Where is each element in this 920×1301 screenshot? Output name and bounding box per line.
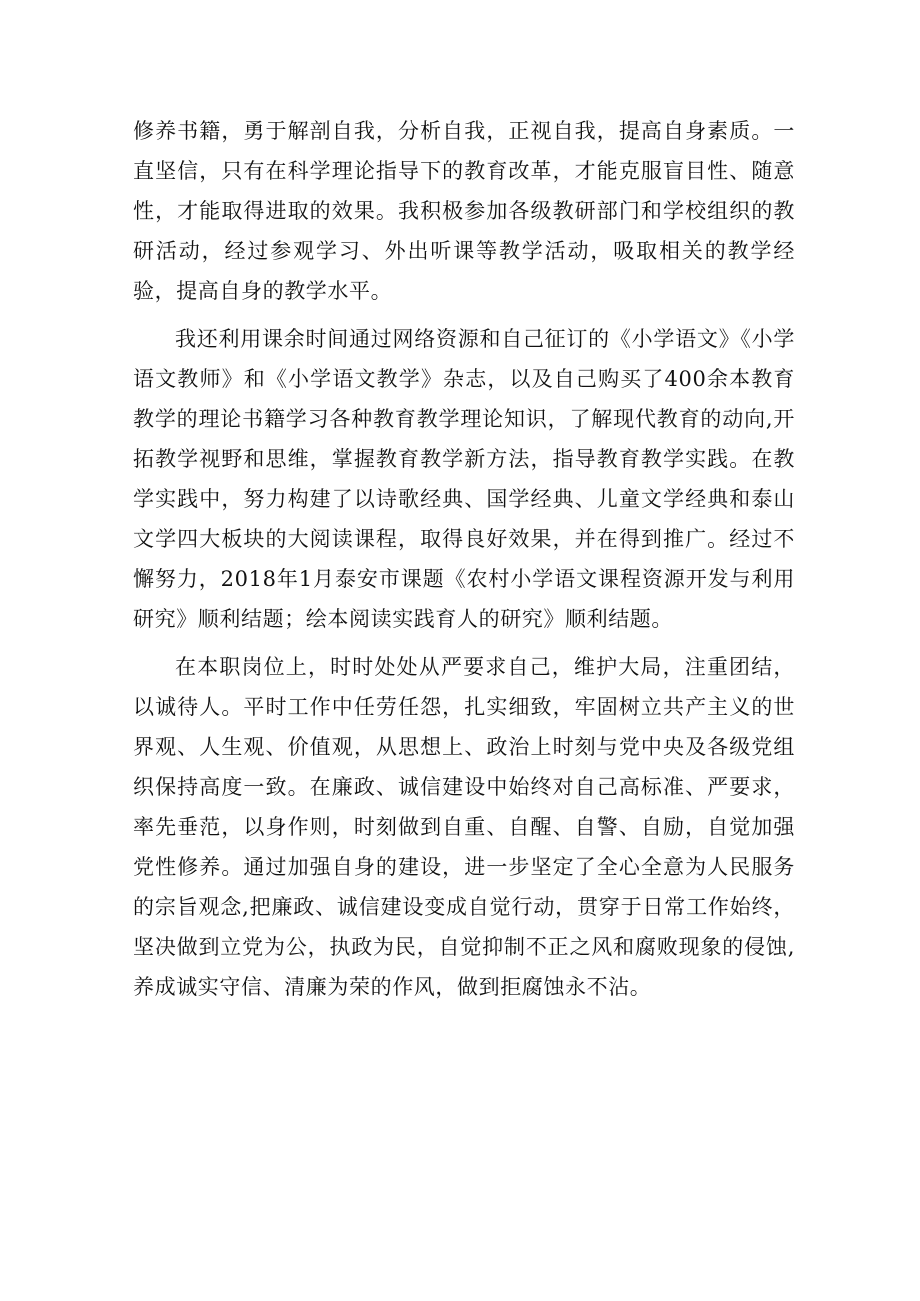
paragraph-2: 我还利用课余时间通过网络资源和自己征订的《小学语文》《小学语文教师》和《小学语文教学》杂志，以及自己购买了400余本教育教学的理论书籍学习各种教育教学理论知识，了解现代教育的动向,开拓教学视野和思维，掌握教育教学新方法，指导教育教学实践。在教学实践中，努力构建了以诗歌经典、国学经典、儿童文学经典和泰山文学四大板块的大阅读课程，取得良好效果，并在得到推广。经过不懈努力，2018年1月泰安市课题《农村小学语文课程资源开发与利用研究》顺利结题；绘本阅读实践育人的研究》顺利结题。 [133,327,795,631]
paragraph-3: 在本职岗位上，时时处处从严要求自己，维护大局，注重团结，以诚待人。平时工作中任劳任怨，扎实细致，牢固树立共产主义的世界观、人生观、价值观，从思想上、政治上时刻与党中央及各级党组织保持高度一致。在廉政、诚信建设中始终对自己高标准、严要求，率先垂范，以身作则，时刻做到自重、自醒、自警、自励，自觉加强党性修养。通过加强自身的建设，进一步坚定了全心全意为人民服务的宗旨观念,把廉政、诚信建设变成自觉行动，贯穿于日常工作始终，坚决做到立党为公，执政为民，自觉抑制不正之风和腐败现象的侵蚀,养成诚实守信、清廉为荣的作风，做到拒腐蚀永不沾。 [133,655,795,999]
document-body [133,111,795,1007]
paragraph-1: 修养书籍，勇于解剖自我，分析自我，正视自我，提高自身素质。一直坚信，只有在科学理论指导下的教育改革，才能克服盲目性、随意性，才能取得进取的效果。我积极参加各级教研部门和学校组织的教研活动，经过参观学习、外出听课等教学活动，吸取相关的教学经验，提高自身的教学水平。 [133,119,795,303]
